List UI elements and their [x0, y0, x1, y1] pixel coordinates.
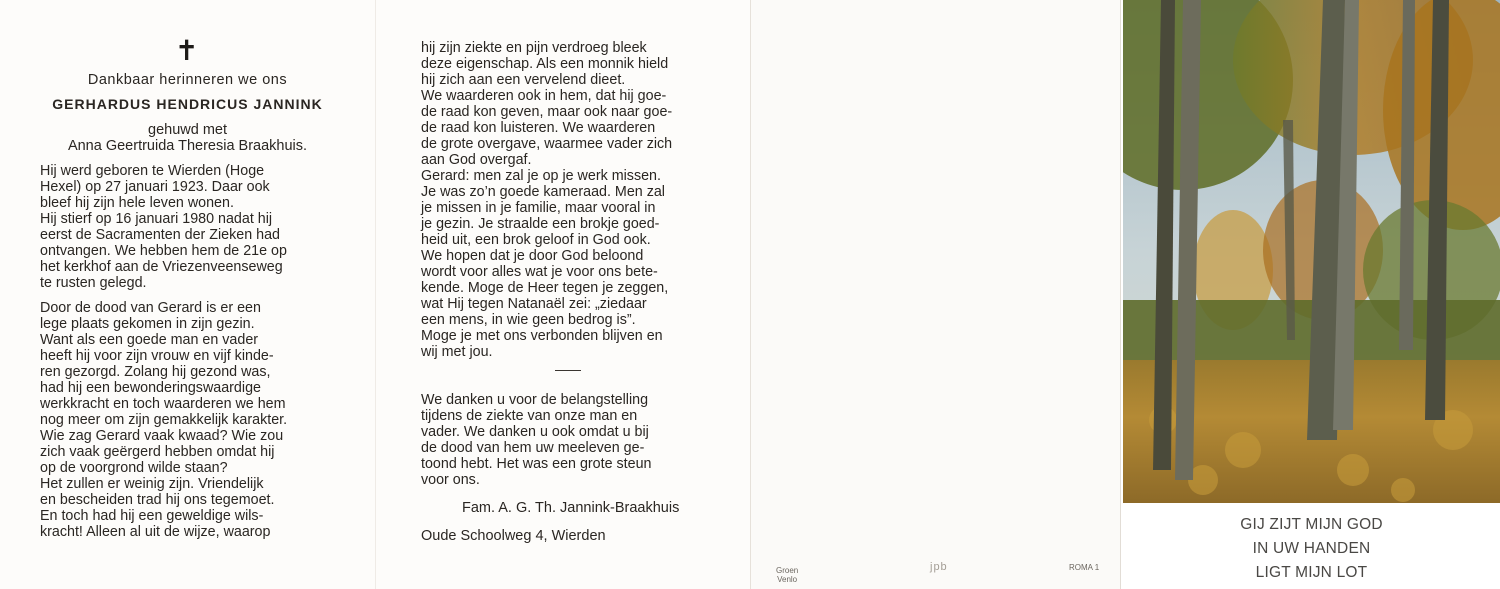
autumn-trees-photo [1123, 0, 1500, 503]
tribute-paragraph [40, 300, 335, 540]
tribute-text: Door de dood van Gerard is er een lege plaats gekomen in zijn gezin. Want als een goede man en vader heeft hij voor zijn vrouw en vijf kinde- ren gezorgd. Zolang hij gezond was, had hij een bewonderingswaardige werkkracht en toch waarderen we hem nog meer om zijn gemakkelijk karakter. Wie zag Gerard vaak kwaad? Wie zou zich vaak geërgerd hebben omdat hij op de voorgrond wilde staan? Het zullen er weinig zijn. Vriendelijk en bescheiden trad hij ons tegemoet. En toch had hij een geweldige wils- kracht! Alleen al uit de wijze, waarop [40, 300, 288, 540]
spouse-name: Anna Geertruida Theresia Braakhuis. [67, 138, 308, 154]
cross-icon: ✝ [175, 34, 199, 67]
section-divider [555, 370, 581, 371]
verse-line: IN UW HANDEN [1252, 540, 1371, 557]
biography-paragraph [40, 163, 335, 291]
biography-text: Hij werd geboren te Wierden (Hoge Hexel) op 27 januari 1923. Daar ook bleef hij zijn hele leven wonen. Hij stierf op 16 januari 1980 nadat hij eerst de Sacramenten der Zieken had ontvangen. We hebben hem de 21e op het kerkhof aan de Vriezenveenseweg te rusten gelegd. [40, 163, 287, 291]
designer-initials: jpb [930, 561, 948, 573]
verse-line: LIGT MIJN LOT [1255, 564, 1368, 581]
deceased-name: GERHARDUS HENDRICUS JANNINK [52, 96, 323, 112]
thanks-paragraph [421, 392, 715, 488]
series-code: ROMA 1 [1069, 563, 1100, 572]
tribute-continued-text: hij zijn ziekte en pijn verdroeg bleek deze eigenschap. Als een monnik hield hij zich aan een vervelend dieet. We waarderen ook in hem, dat hij goe- de raad kon geven, maar ook naar goe- de raad kon luisteren. We waarderen de grote overgave, waarmee vader zich aan God overgaf. Gerard: men zal je op je werk missen. Je was zo’n goede kameraad. Men zal je missen in je familie, maar vooral in je gezin. Je straalde een brokje goed- heid uit, een brok geloof in God ook. We hopen dat je door God beloond wordt voor alles wat je voor ons bete- kende. Moge de Heer tegen je zeggen, wat Hij tegen Natanaël zei: „ziedaar een mens, in wie geen bedrog is”. Moge je met ons verbonden blijven en wij met jou. [421, 40, 673, 360]
tribute-continued-paragraph [421, 40, 715, 360]
verse-line: GIJ ZIJT MIJN GOD [1240, 516, 1383, 533]
printer-city: Venlo [777, 575, 798, 584]
printer-name: Groen [776, 566, 799, 575]
printer-imprint [776, 566, 798, 584]
family-signature: Fam. A. G. Th. Jannink-Braakhuis [462, 500, 680, 516]
family-address: Oude Schoolweg 4, Wierden [421, 528, 606, 544]
married-line: gehuwd met [148, 122, 227, 138]
thanks-text: We danken u voor de belangstelling tijdens de ziekte van onze man en vader. We danken u ook omdat u bij de dood van hem uw meeleven ge- toond hebt. Het was een grote steun voor ons. [421, 392, 652, 488]
card-panel-blank [750, 0, 1121, 589]
intro-line: Dankbaar herinneren we ons [87, 72, 288, 88]
